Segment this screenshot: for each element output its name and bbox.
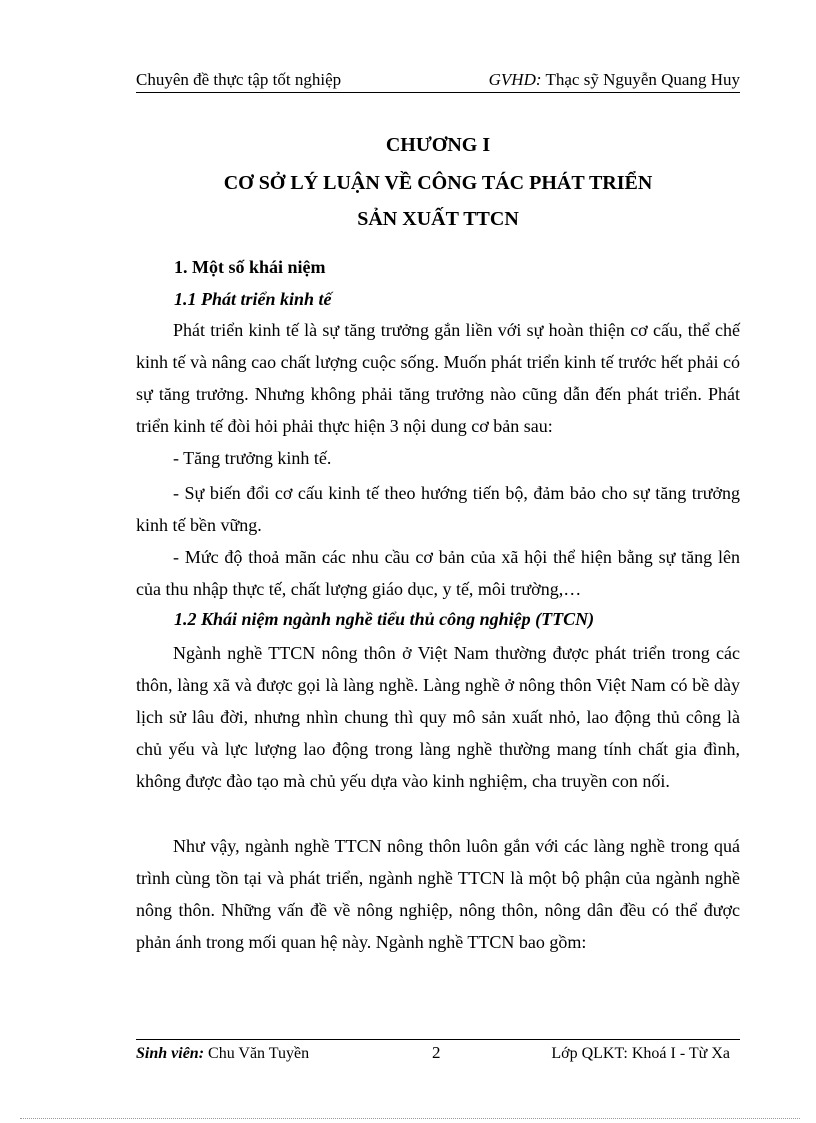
section-heading: 1. Một số khái niệm <box>174 257 326 277</box>
footer-student <box>136 1045 309 1063</box>
bullet-structure: - Sự biến đổi cơ cấu kinh tế theo hướng tiến bộ, đảm bảo cho sự tăng trưởng kinh tế bền vững. <box>136 483 740 535</box>
paragraph-ttcn-concept: Ngành nghề TTCN nông thôn ở Việt Nam thường được phát triển trong các thôn, làng xã và được gọi là làng nghề. Làng nghề ở nông thôn Việt Nam có bề dày lịch sử lâu đời, nhưng nhìn chung thì quy mô sản xuất nhỏ, lao động thủ công là chủ yếu và lực lượng lao động trong làng nghề thường mang tính chất gia đình, không được đào tạo mà chủ yếu dựa vào kinh nghiệm, cha truyền con nối. <box>136 643 740 791</box>
page-header <box>136 68 740 93</box>
footer-student-name: Chu Văn Tuyền <box>204 1045 310 1062</box>
footer-class: Lớp QLKT: Khoá I - Từ Xa <box>551 1045 730 1062</box>
paragraph-ttcn-relation: Như vậy, ngành nghề TTCN nông thôn luôn gắn với các làng nghề trong quá trình cùng tồn tại và phát triển, ngành nghề TTCN là một bộ phận của ngành nghề nông thôn. Những vấn đề về nông nghiệp, nông thôn, nông dân đều có thể được phản ánh trong mối quan hệ này. Ngành nghề TTCN bao gồm: <box>136 836 740 952</box>
bullet-needs: - Mức độ thoả mãn các nhu cầu cơ bản của xã hội thể hiện bằng sự tăng lên của thu nhập thực tế, chất lượng giáo dục, y tế, môi trường,… <box>136 547 740 599</box>
chapter-title-line2: SẢN XUẤT TTCN <box>357 208 519 230</box>
header-advisor-label: GVHD: <box>488 70 542 89</box>
header-advisor-name: Thạc sỹ Nguyễn Quang Huy <box>541 70 740 89</box>
page-footer <box>136 1039 740 1070</box>
footer-student-label: Sinh viên: <box>136 1045 205 1062</box>
paragraph-development: Phát triển kinh tế là sự tăng trưởng gắn liền với sự hoàn thiện cơ cấu, thể chế kinh tế và nâng cao chất lượng cuộc sống. Muốn phát triển kinh tế trước hết phải có sự tăng trưởng. Nhưng không phải tăng trưởng nào cũng dẫn đến phát triển. Phát triển kinh tế đòi hỏi phải thực hiện 3 nội dung cơ bản sau: <box>136 320 740 436</box>
bottom-divider <box>20 1118 800 1119</box>
subsection-heading-1-2: 1.2 Khái niệm ngành nghề tiểu thủ công nghiệp (TTCN) <box>174 609 595 629</box>
header-title: Chuyên đề thực tập tốt nghiệp <box>136 70 342 89</box>
chapter-number: CHƯƠNG I <box>385 134 491 156</box>
bullet-growth: - Tăng trưởng kinh tế. <box>173 448 332 468</box>
page-number: 2 <box>432 1043 441 1062</box>
header-advisor <box>489 70 740 90</box>
chapter-title-line1: CƠ SỞ LÝ LUẬN VỀ CÔNG TÁC PHÁT TRIỂN <box>223 172 653 194</box>
subsection-heading-1-1: 1.1 Phát triển kinh tế <box>174 289 332 309</box>
